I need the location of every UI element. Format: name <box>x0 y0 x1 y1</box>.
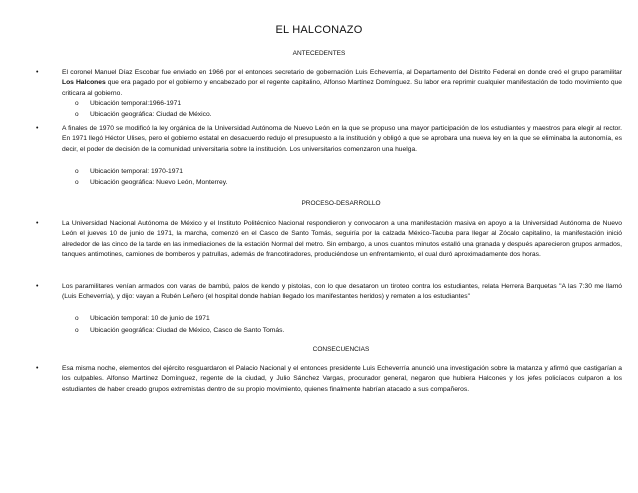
sub-bullet-marker: o <box>75 100 79 107</box>
sub-item-temporal: Ubicación temporal:1966-1971 <box>90 100 182 107</box>
paragraph-paramilitares: Los paramilitares venían armados con varas de bambú, palos de kendo y pistolas, con lo que desataron un tiroteo contra los estudiantes, relata Herrera Barquetas "A las 7:30 me llamó (Luis Echeverría), y dijo: vayan a Rubén Leñero (el hospital donde habían llegado los manifestantes heridos) y rematen a los estudiantes" <box>62 283 622 301</box>
bullet-marker: • <box>36 69 39 76</box>
sub-item-geografica: Ubicación geográfica: Ciudad de México. <box>90 111 212 118</box>
sub-bullet-marker: o <box>75 168 79 175</box>
section-heading-consecuencias: CONSECUENCIAS <box>312 346 370 353</box>
sub-item-geografica: Ubicación geográfica: Nuevo León, Monterrey. <box>90 179 228 186</box>
bullet-marker: • <box>36 283 39 290</box>
bullet-marker: • <box>36 125 39 132</box>
sub-bullet-marker: o <box>75 315 79 322</box>
paragraph-uanl-law: A finales de 1970 se modificó la ley orgánica de la Universidad Autónoma de Nuevo León en la que se propuso una mayor participación de los estudiantes y maestros para elegir al rector. En 1971 llegó Héctor Ulises, pero el gobierno estatal en desacuerdo redujo el presupuesto a la institución y obligó a que se aprobara una nueva ley en la que se eliminaba la autonomía, es decir, el poder de decisión de la comunidad universitaria sobre la institución. Los universitarios comenzaron una huelga. <box>62 125 622 153</box>
sub-item-temporal: Ubicación temporal: 1970-1971 <box>90 168 183 175</box>
paragraph-halcones-origin <box>62 68 622 99</box>
bullet-marker: • <box>36 365 39 372</box>
sub-bullet-marker: o <box>75 111 79 118</box>
section-heading-proceso: PROCESO-DESARROLLO <box>301 200 381 207</box>
sub-bullet-marker: o <box>75 327 79 334</box>
document-title: EL HALCONAZO <box>275 24 363 36</box>
sub-item-temporal: Ubicación temporal: 10 de junio de 1971 <box>90 315 210 322</box>
paragraph-text: El coronel Manuel Díaz Escobar fue enviado en 1966 por el entonces secretario de gobernación Luis Echeverría, al Departamento del Distrito Federal en donde creó el grupo paramilitar <box>62 69 622 76</box>
bold-term-los-halcones: Los Halcones <box>62 79 106 87</box>
section-heading-antecedentes: ANTECEDENTES <box>292 50 346 57</box>
sub-bullet-marker: o <box>75 179 79 186</box>
paragraph-manifestacion: La Universidad Nacional Autónoma de México y el Instituto Politécnico Nacional respondieron y convocaron a una manifestación masiva en apoyo a la Universidad Autónoma de Nuevo León el jueves 10 de junio de 1971, la marcha, comenzó en el Casco de Santo Tomás, seguiría por la calzada México-Tacuba para llegar al Zócalo capitalino, la manifestación inició alrededor de las cinco de la tarde en las inmediaciones de la estación Normal del metro. Sin embargo, a unos cuantos minutos estalló una granada y después aparecieron grupos armados, tanques antimotines, camiones de bomberos y patrullas, además de francotiradores, produciéndose un enfrentamiento, el cual duró aproximadamente dos horas. <box>62 220 622 259</box>
paragraph-consecuencias: Esa misma noche, elementos del ejército resguardaron el Palacio Nacional y el entonces presidente Luis Echeverría anunció una investigación sobre la matanza y afirmó que castigarían a los culpables. Alfonso Martínez Domínguez, regente de la ciudad, y Julio Sánchez Vargas, procurador general, negaron que hubiera Halcones y los jefes policíacos culparon a los estudiantes de haber creado grupos extremistas dentro de su propio movimiento, quienes finalmente habrían atacado a sus compañeros. <box>62 365 622 393</box>
paragraph-text: que era pagado por el gobierno y encabezado por el regente capitalino, Alfonso Martínez Domínguez. Su labor era reprimir cualquier manifestación de todo movimiento que criticara al gobierno. <box>62 79 623 97</box>
sub-item-geografica: Ubicación geográfica: Ciudad de México, Casco de Santo Tomás. <box>90 327 285 334</box>
bullet-marker: • <box>36 220 39 227</box>
